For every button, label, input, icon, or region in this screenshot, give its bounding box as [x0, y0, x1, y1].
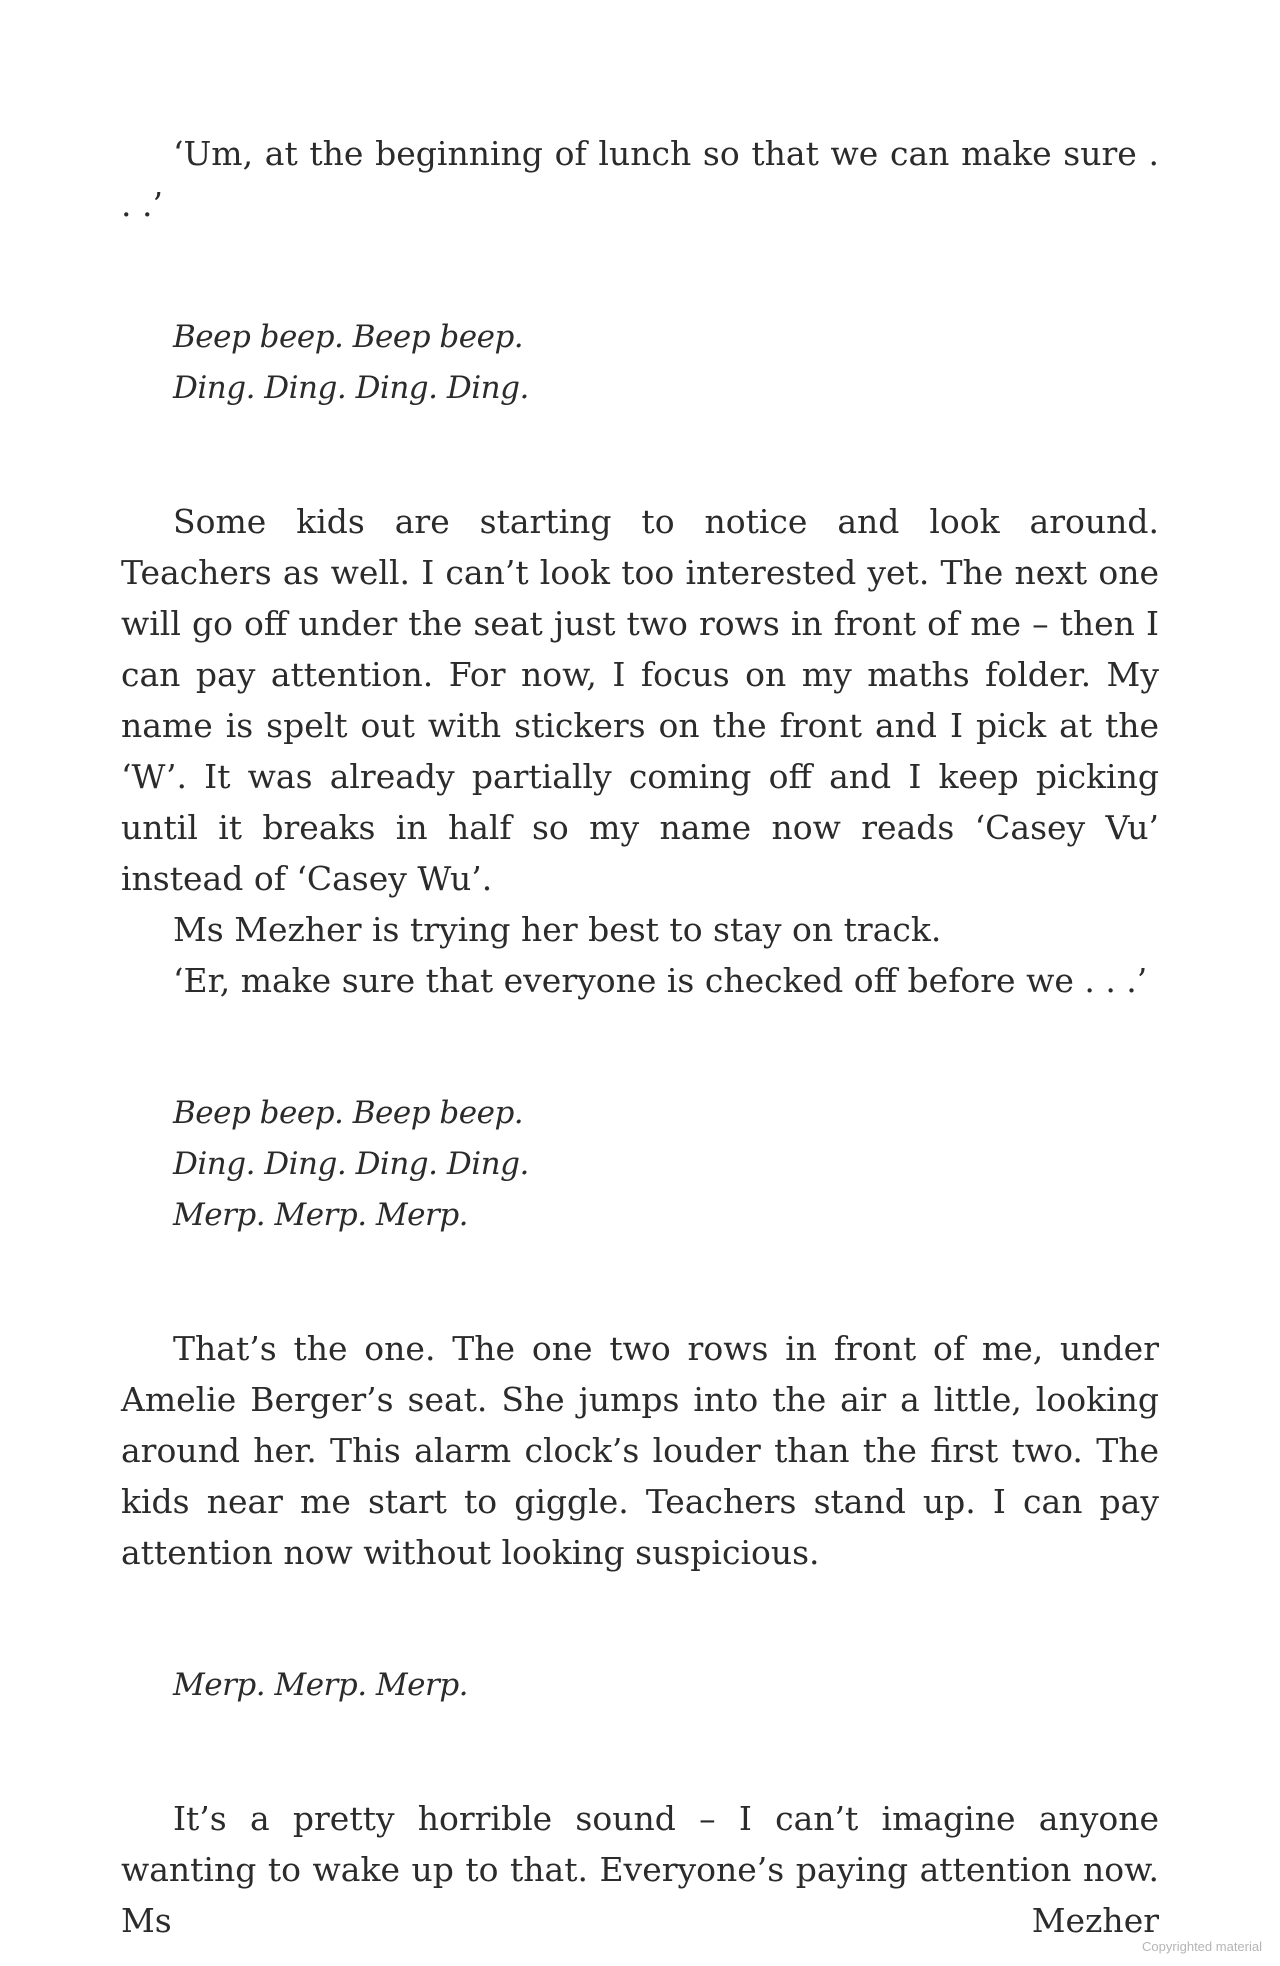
book-page [121, 128, 1159, 1946]
sound-effect-line: Ding. Ding. Ding. Ding. [173, 370, 529, 406]
paragraph-dialogue-1: ‘Um, at the beginning of lunch so that we can make sure . . .’ [121, 134, 1159, 224]
sound-effect-line: Merp. Merp. Merp. [173, 1197, 469, 1233]
section-spacer [121, 1578, 1159, 1660]
sound-effect-line: Beep beep. Beep beep. [173, 1095, 524, 1131]
section-spacer [121, 414, 1159, 496]
sound-effect-line: Merp. Merp. Merp. [173, 1667, 469, 1703]
sound-effect-line: Ding. Ding. Ding. Ding. [173, 1146, 529, 1182]
sound-effects-block-2 [121, 1088, 1159, 1241]
paragraph-narration-3: That’s the one. The one two rows in front of me, under Amelie Berger’s seat. She jumps into the air a little, looking around her. This alarm clock’s louder than the first two. The kids near me start to giggle. Teachers stand up. I can pay attention now without looking suspicious. [121, 1329, 1159, 1572]
section-spacer [121, 1006, 1159, 1088]
section-spacer [121, 1241, 1159, 1323]
paragraph-dialogue-2: ‘Er, make sure that everyone is checked off before we . . .’ [173, 961, 1148, 1000]
paragraph-narration-1: Some kids are starting to notice and look around. Teachers as well. I can’t look too interested yet. The next one will go off under the seat just two rows in front of me – then I can pay attention. For now, I focus on my maths folder. My name is spelt out with stickers on the front and I pick at the ‘W’. It was already partially coming off and I keep picking until it breaks in half so my name now reads ‘Casey Vu’ instead of ‘Casey Wu’. [121, 502, 1159, 898]
paragraph-narration-2: Ms Mezher is trying her best to stay on track. [173, 910, 942, 949]
section-spacer [121, 230, 1159, 312]
sound-effects-block-3 [121, 1660, 1159, 1711]
section-spacer [121, 1711, 1159, 1793]
paragraph-narration-4: It’s a pretty horrible sound – I can’t imagine anyone wanting to wake up to that. Everyone’s paying attention now. Ms Mezher [121, 1799, 1159, 1940]
sound-effect-line: Beep beep. Beep beep. [173, 319, 524, 355]
sound-effects-block-1 [121, 312, 1159, 414]
copyright-watermark: Copyrighted material [1142, 1939, 1262, 1954]
